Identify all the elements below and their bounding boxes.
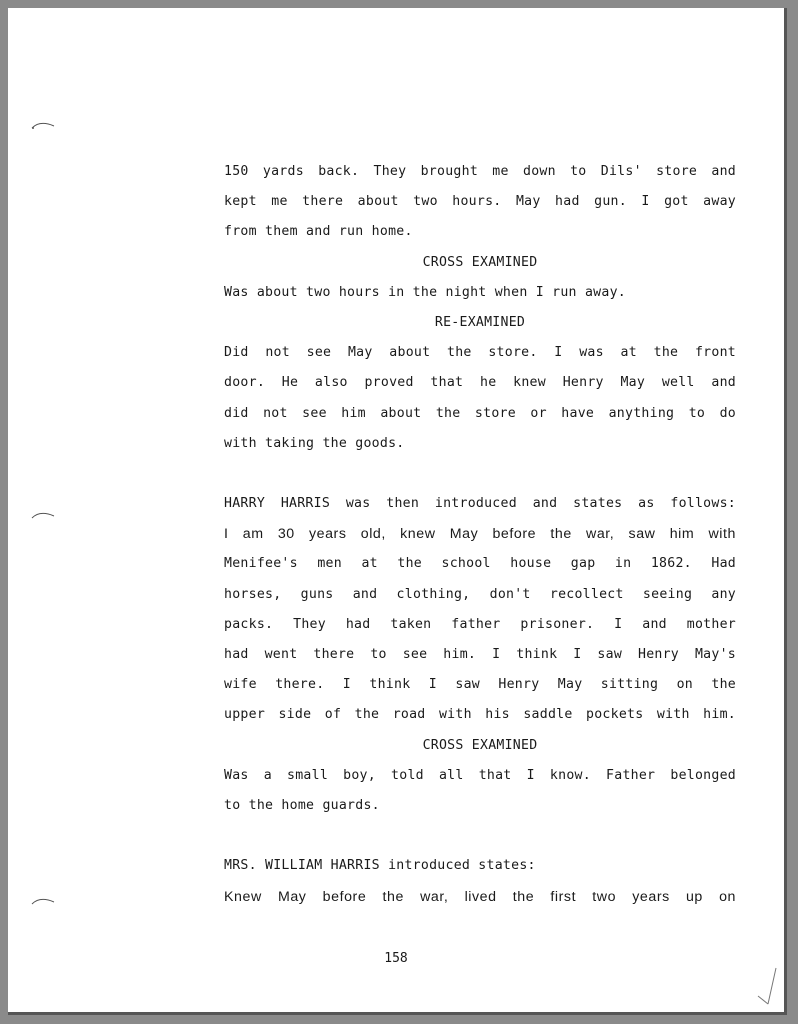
text-line: packs. They had taken father prisoner. I and mother (224, 616, 736, 632)
text-line: Menifee's men at the school house gap in 1862. Had (224, 556, 736, 572)
text-line: HARRY HARRIS was then introduced and states as follows: (224, 496, 736, 512)
hole-punch-mark (30, 118, 56, 132)
text-line: to the home guards. (224, 797, 380, 813)
text-line: did not see him about the store or have anything to do (224, 405, 736, 421)
text-line: had went there to see him. I think I saw Henry May's (224, 647, 736, 662)
text-line: from them and run home. (224, 224, 413, 240)
hole-punch-mark (30, 894, 56, 908)
text-line: door. He also proved that he knew Henry May well and (224, 375, 736, 391)
text-line: 150 yards back. They brought me down to Dils' store and (224, 164, 736, 179)
text-line: Was about two hours in the night when I run away. (224, 284, 626, 300)
document-page (8, 8, 787, 1015)
text-line: Was a small boy, told all that I know. Father belonged (224, 767, 736, 783)
text-line: Knew May before the war, lived the first two years up on (224, 888, 736, 905)
text-line: I am 30 years old, knew May before the war, saw him with (224, 526, 736, 543)
hole-punch-mark (30, 508, 56, 522)
text-line: MRS. WILLIAM HARRIS introduced states: (224, 858, 536, 874)
text-line: horses, guns and clothing, don't recollect seeing any (224, 586, 736, 602)
blank-line (224, 459, 736, 489)
page-number: 158 (384, 951, 408, 966)
text-line: Did not see May about the store. I was at the front (224, 345, 736, 361)
text-line: kept me there about two hours. May had gun. I got away (224, 194, 736, 210)
section-heading: CROSS EXAMINED (422, 254, 538, 270)
body-text (224, 157, 736, 912)
blank-line (224, 821, 736, 851)
section-heading: CROSS EXAMINED (422, 737, 538, 753)
text-line: upper side of the road with his saddle pockets with him. (224, 707, 736, 723)
text-line: with taking the goods. (224, 435, 405, 451)
page-curl-mark (754, 966, 778, 1006)
section-heading: RE-EXAMINED (434, 314, 526, 330)
text-line: wife there. I think I saw Henry May sitting on the (224, 677, 736, 693)
